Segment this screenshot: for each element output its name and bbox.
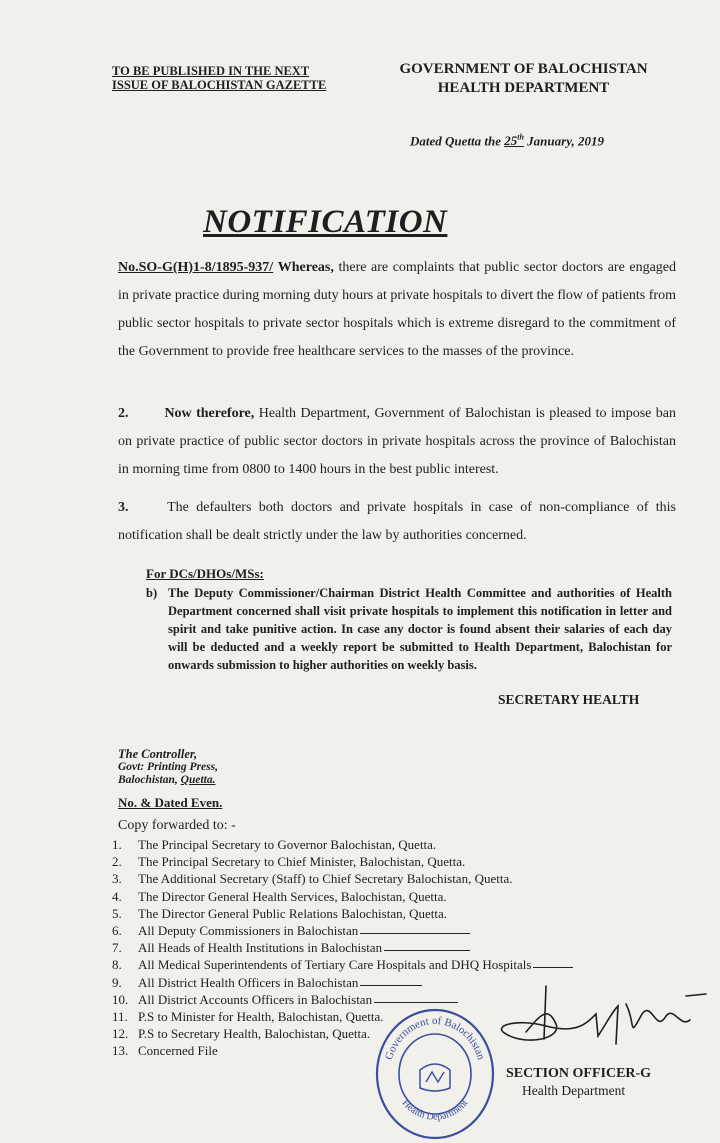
list-item <box>112 922 573 939</box>
list-item <box>112 870 573 887</box>
recipient-text: Concerned File <box>138 1043 218 1059</box>
no-dated-even: No. & Dated Even. <box>118 795 223 810</box>
seal-top-text <box>383 1015 487 1062</box>
gazette-line-2: ISSUE OF BALOCHISTAN GAZETTE <box>112 78 327 92</box>
section-officer-title: SECTION OFFICER-G <box>506 1066 652 1081</box>
govt-line-2: HEALTH DEPARTMENT <box>437 80 610 96</box>
recipient-text: All District Health Officers in Balochistan <box>138 974 359 990</box>
gazette-notice <box>112 64 326 92</box>
dcs-text: The Deputy Commissioner/Chairman District Health Committee and authorities of Health Department concerned shall visit private hospitals to implement this notification in letter and spirit and take punitive action. In case any doctor is found absent their salaries of each day will be deducted and a weekly report be submitted to Health Department, Balochistan for onwards submission to higher authorities on weekly basis. <box>168 586 672 672</box>
list-item <box>112 956 573 973</box>
recipient-text: The Director General Health Services, Balochistan, Quetta. <box>138 888 447 904</box>
department-seal-stamp <box>374 1002 496 1140</box>
recipient-number: 1. <box>112 837 122 852</box>
para-2-text: Health Department, Government of Balochistan is pleased to impose ban on private practice of public sector doctors in private hospitals across the province of Balochistan in morning time from 0800 to 1400 hours in the best public interest. <box>118 406 677 477</box>
reference-number: No.SO-G(H)1-8/1895-937/ <box>118 260 274 275</box>
recipient-text: All Deputy Commissioners in Balochistan <box>138 923 359 939</box>
signature-stroke <box>502 986 706 1044</box>
recipient-number: 7. <box>112 940 122 956</box>
recipient-number: 5. <box>112 905 122 921</box>
blank-line <box>533 956 573 968</box>
recipient-number: 13. <box>112 1043 129 1059</box>
list-item <box>112 853 573 870</box>
controller-line-3 <box>118 774 218 787</box>
secretary-health-signoff: SECRETARY HEALTH <box>498 692 640 707</box>
controller-line-3b: Quetta. <box>180 774 216 786</box>
recipient-number: 3. <box>112 871 122 887</box>
recipient-number: 4. <box>112 888 122 904</box>
controller-line-2: Govt: Printing Press, <box>118 761 218 773</box>
dated-day <box>504 133 524 148</box>
dated-day-suffix: th <box>517 133 524 142</box>
controller-address <box>118 748 218 787</box>
blank-line <box>360 974 422 986</box>
list-item <box>112 905 573 922</box>
seal-top-text-path: Government of Balochistan <box>383 1014 487 1062</box>
dated-suffix: January, 2019 <box>527 133 604 149</box>
blank-line <box>360 922 470 934</box>
recipient-number: 11. <box>112 1009 128 1025</box>
recipient-text: The Principal Secretary to Governor Balochistan, Quetta. <box>138 837 437 852</box>
recipient-number: 12. <box>112 1026 129 1042</box>
para-3-text: The defaulters both doctors and private hospitals in case of non-compliance of this notification shall be dealt strictly under the law by authorities concerned. <box>118 500 676 543</box>
recipient-number: 8. <box>112 957 122 973</box>
controller-line-3a: Balochistan, <box>118 774 178 786</box>
paragraph-3 <box>118 494 676 550</box>
signature <box>486 984 711 1064</box>
para-1-lead: Whereas, <box>277 260 334 275</box>
list-item <box>112 836 573 853</box>
dated-prefix: Dated Quetta the <box>410 133 501 149</box>
department-heading <box>386 60 661 98</box>
recipient-text: All District Accounts Officers in Balochistan <box>138 991 373 1007</box>
recipient-text: The Additional Secretary (Staff) to Chief Secretary Balochistan, Quetta. <box>138 871 513 887</box>
recipient-text: All Medical Superintendents of Tertiary Care Hospitals and DHQ Hospitals <box>138 957 532 973</box>
para-3-number: 3. <box>118 500 129 515</box>
paragraph-2 <box>118 400 676 484</box>
recipient-text: All Heads of Health Institutions in Balochistan <box>138 940 383 956</box>
date-line <box>410 133 604 149</box>
recipient-number: 2. <box>112 854 122 870</box>
list-item <box>112 939 573 956</box>
document-title: NOTIFICATION <box>203 204 448 240</box>
recipient-text: P.S to Secretary Health, Balochistan, Quetta. <box>138 1026 371 1042</box>
blank-line <box>384 939 470 951</box>
para-1-text: there are complaints that public sector doctors are engaged in private practice during morning duty hours at private hospitals to divert the flow of patients from public sector hospitals to private sector hospitals which is extreme disregard to the commitment of the Government to provide free healthcare services to the masses of the province. <box>118 260 677 359</box>
controller-line-1: The Controller, <box>118 747 198 761</box>
seal-bottom-text <box>400 1098 471 1123</box>
gazette-line-1: TO BE PUBLISHED IN THE NEXT <box>112 64 310 78</box>
para-2-lead: Now therefore, <box>164 406 255 421</box>
recipient-text: The Principal Secretary to Chief Minister, Balochistan, Quetta. <box>138 854 466 870</box>
para-2-number: 2. <box>118 406 129 421</box>
list-item <box>112 888 573 905</box>
paragraph-1 <box>118 254 676 366</box>
copy-forwarded-label: Copy forwarded to: - <box>118 818 236 833</box>
section-officer-department: Health Department <box>522 1083 626 1098</box>
recipient-text: P.S to Minister for Health, Balochistan, Quetta. <box>138 1009 384 1025</box>
dcs-label: b) <box>146 586 158 600</box>
recipient-number: 6. <box>112 923 122 939</box>
seal-bottom-text-path: Health Department <box>399 1097 471 1123</box>
recipient-number: 10. <box>112 991 129 1007</box>
govt-line-1: GOVERNMENT OF BALOCHISTAN <box>399 61 648 77</box>
recipient-number: 9. <box>112 974 122 990</box>
dcs-instruction <box>146 584 672 674</box>
dated-day-number: 25 <box>504 133 518 149</box>
seal-emblem-mark <box>426 1072 444 1082</box>
recipient-text: The Director General Public Relations Balochistan, Quetta. <box>138 905 448 921</box>
dcs-heading: For DCs/DHOs/MSs: <box>146 566 264 581</box>
